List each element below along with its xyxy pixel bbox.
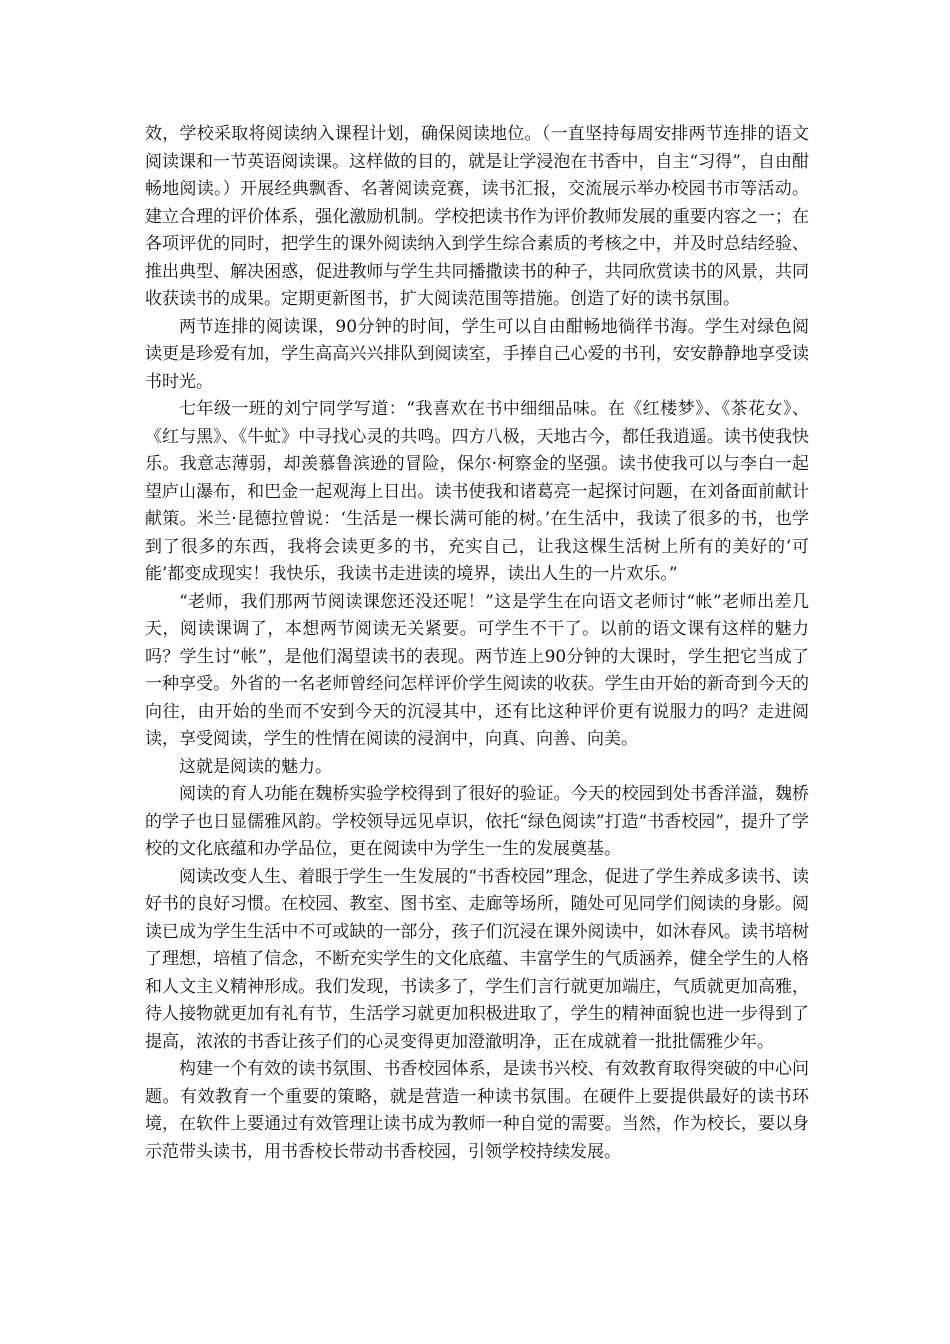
paragraph-2: 两节连排的阅读课，90分钟的时间，学生可以自由酣畅地徜徉书海。学生对绿色阅读更是珍爱有加，学生高高兴兴排队到阅读室，手捧自己心爱的书刊，安安静静地享受读书时光。 — [145, 316, 809, 392]
paragraph-3: 七年级一班的刘宁同学写道：“我喜欢在书中细细品味。在《红楼梦》、《茶花女》、《红与黑》、《牛虻》中寻找心灵的共鸣。四方八极，天地古今，都任我逍遥。读书使我快乐。我意志薄弱，却羡慕鲁滨逊的冒险，保尔·柯察金的坚强。读书使我可以与李白一起望庐山瀑布，和巴金一起观海上日出。读书使我和诸葛亮一起探讨问题，在刘备面前献计献策。米兰·昆德拉曾说：‘生活是一棵长满可能的树。’在生活中，我读了很多的书，也学到了很多的东西，我将会读更多的书，充实自己，让我这棵生活树上所有的美好的‘可能’都变成现实！我快乐，我读书走进读的境界，读出人生的一片欢乐。” — [145, 399, 809, 584]
paragraph-1: 效，学校采取将阅读纳入课程计划，确保阅读地位。（一直坚持每周安排两节连排的语文阅读课和一节英语阅读课。这样做的目的，就是让学浸泡在书香中，自主“习得”，自由酣畅地阅读。）开展经典飘香、名著阅读竞赛，读书汇报，交流展示举办校园书市等活动。建立合理的评价体系，强化激励机制。学校把读书作为评价教师发展的重要内容之一；在各项评优的同时，把学生的课外阅读纳入到学生综合素质的考核之中，并及时总结经验、推出典型、解决困惑，促进教师与学生共同播撒读书的种子，共同欣赏读书的风景，共同收获读书的成果。定期更新图书，扩大阅读范围等措施。创造了好的读书氛围。 — [145, 124, 809, 309]
paragraph-7: 阅读改变人生、着眼于学生一生发展的“书香校园”理念，促进了学生养成多读书、读好书的良好习惯。在校园、教室、图书室、走廊等场所，随处可见同学们阅读的身影。阅读已成为学生生活中不可或缺的一部分，孩子们沉浸在课外阅读中，如沐春风。读书培树了理想，培植了信念，不断充实学生的文化底蕴、丰富学生的气质涵养，健全学生的人格和人文主义精神形成。我们发现，书读多了，学生们言行就更加端庄，气质就更加高雅，待人接物就更加有礼有节，生活学习就更加积极进取了，学生的精神面貌也进一步得到了提高，浓浓的书香让孩子们的心灵变得更加澄澈明净，正在成就着一批批儒雅少年。 — [145, 866, 809, 1052]
paragraph-5: 这就是阅读的魅力。 — [179, 756, 332, 777]
document-body — [145, 121, 809, 1166]
paragraph-6: 阅读的育人功能在魏桥实验学校得到了很好的验证。今天的校园到处书香洋溢，魏桥的学子也日显儒雅风韵。学校领导远见卓识，依托“绿色阅读”打造“书香校园”，提升了学校的文化底蕴和办学品位，更在阅读中为学生一生的发展奠基。 — [145, 784, 809, 859]
paragraph-4: “老师，我们那两节阅读课您还没还呢！”这是学生在向语文老师讨“帐”老师出差几天，阅读课调了，本想两节阅读无关紧要。可学生不干了。以前的语文课有这样的魅力吗？学生讨“帐”，是他们渴望读书的表现。两节连上90分钟的大课时，学生把它当成了一种享受。外省的一名老师曾经问怎样评价学生阅读的收获。学生由开始的新奇到今天的向往，由开始的坐而不安到今天的沉浸其中，还有比这种评价更有说服力的吗？走进阅读，享受阅读，学生的性情在阅读的浸润中，向真、向善、向美。 — [145, 591, 809, 749]
paragraph-8: 构建一个有效的读书氛围、书香校园体系，是读书兴校、有效教育取得突破的中心问题。有效教育一个重要的策略，就是营造一种读书氛围。在硬件上要提供最好的读书环境，在软件上要通过有效管理让读书成为教师一种自觉的需要。当然，作为校长，要以身示范带头读书，用书香校长带动书香校园，引领学校持续发展。 — [145, 1059, 809, 1162]
